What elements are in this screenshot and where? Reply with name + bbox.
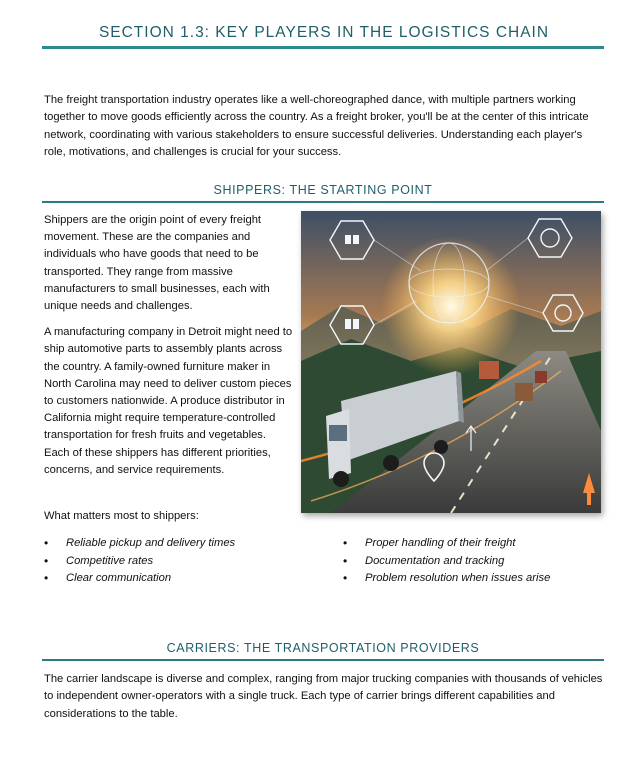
carriers-paragraph-1: The carrier landscape is diverse and complex, ranging from major trucking companies with thousands of vehicles to independent owner-operators with a single truck. Each type of carrier brings different capabilities and considerations to the table. — [44, 673, 603, 720]
shippers-paragraph-1: Shippers are the origin point of every freight movement. These are the companies and individuals who have goods that need to be transported. They range from massive manufacturers to small businesses, each with unique needs and challenges. — [44, 214, 270, 313]
shippers-bullets-left — [44, 535, 304, 588]
logistics-hero-image — [301, 211, 601, 513]
shippers-paragraph-2: A manufacturing company in Detroit might need to ship automotive parts to assembly plants across the country. A family-owned furniture maker in North Carolina may need to deliver custom pieces to customers nationwide. A produce distributor in California might require temperature-controlled transportation for fresh fruits and vegetables. Each of these shippers has different priorities, concerns, and service requirements. — [44, 326, 293, 476]
list-item: • Documentation and tracking — [343, 553, 603, 571]
carriers-divider — [42, 659, 604, 661]
shippers-bullets-right — [343, 535, 603, 588]
section-title: SECTION 1.3: KEY PLAYERS IN THE LOGISTICS CHAIN — [98, 24, 550, 41]
title-divider — [42, 46, 604, 49]
shippers-divider — [42, 201, 604, 203]
shippers-column — [44, 212, 294, 479]
list-item: • Clear communication — [44, 570, 304, 588]
list-item: • Reliable pickup and delivery times — [44, 535, 304, 553]
intro-paragraph: The freight transportation industry operates like a well-choreographed dance, with multiple partners working together to move goods efficiently across the country. As a freight broker, you'll be at the center of this intricate network, coordinating with various stakeholders to ensure successful deliveries. Understanding each player's role, motivations, and challenges is crucial for your success. — [44, 94, 589, 158]
shippers-heading: SHIPPERS: THE STARTING POINT — [213, 183, 433, 197]
hero-illustration — [301, 211, 601, 513]
list-item: • Problem resolution when issues arise — [343, 570, 603, 588]
list-item: • Competitive rates — [44, 553, 304, 571]
shippers-matters-label: What matters most to shippers: — [44, 510, 199, 522]
list-item: • Proper handling of their freight — [343, 535, 603, 553]
carriers-heading: CARRIERS: THE TRANSPORTATION PROVIDERS — [166, 641, 480, 655]
